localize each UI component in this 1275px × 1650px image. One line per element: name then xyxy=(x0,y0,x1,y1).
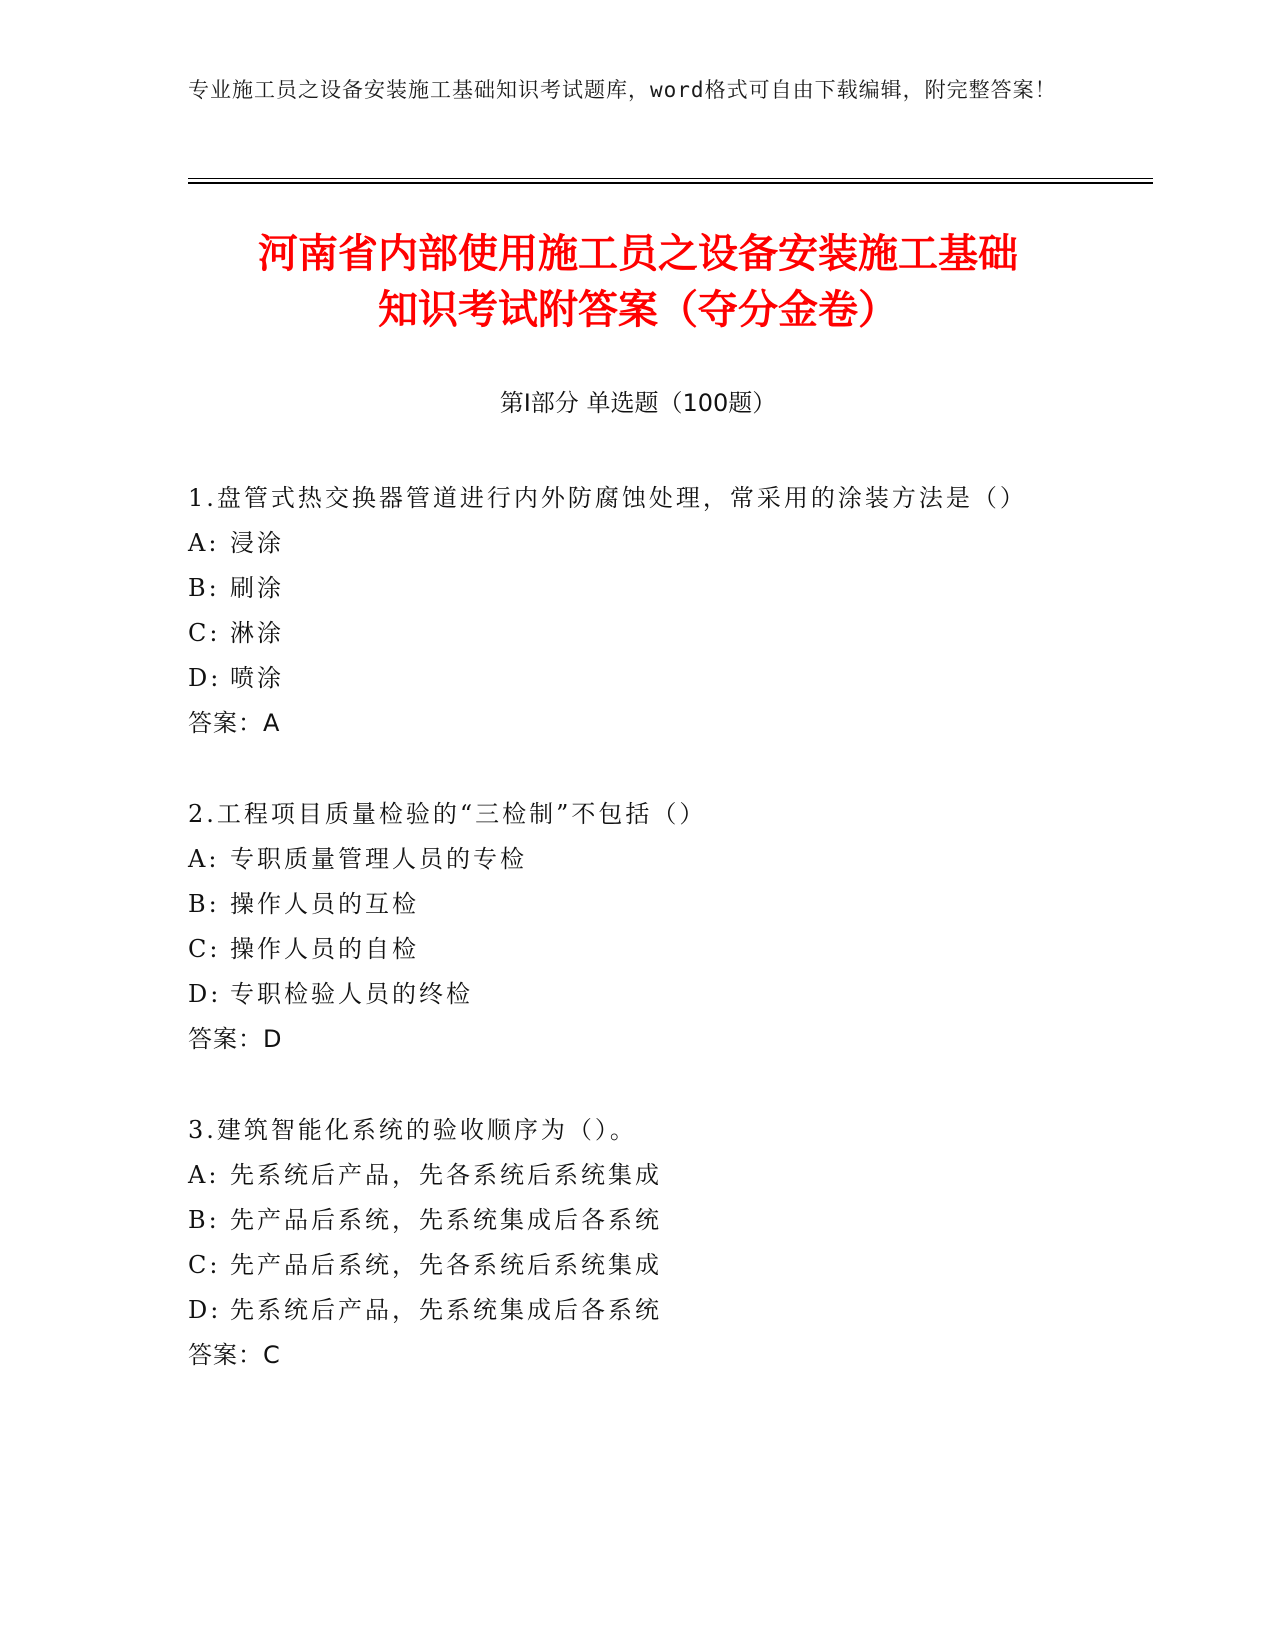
question-stem: 1.盘管式热交换器管道进行内外防腐蚀处理，常采用的涂装方法是（） xyxy=(188,484,1027,512)
option-letter: D: xyxy=(188,664,222,692)
option-letter: D: xyxy=(188,980,222,1008)
option-d xyxy=(188,1288,1068,1333)
option-letter: C: xyxy=(188,619,221,647)
option-letter: B: xyxy=(188,1206,220,1234)
option-letter: C: xyxy=(188,935,221,963)
answer-line: 答案：A xyxy=(188,709,281,737)
document-title-line-2: 知识考试附答案（夺分金卷） xyxy=(378,287,898,333)
question-3 xyxy=(188,1108,1068,1378)
option-letter: B: xyxy=(188,574,220,602)
option-c xyxy=(188,611,1068,656)
option-letter: A: xyxy=(188,529,220,557)
question-stem: 2.工程项目质量检验的“三检制”不包括（） xyxy=(188,800,707,828)
option-c xyxy=(188,1243,1068,1288)
header-divider-thin xyxy=(188,178,1153,179)
question-list xyxy=(188,476,1068,1424)
question-stem: 3.建筑智能化系统的验收顺序为（）。 xyxy=(188,1116,637,1144)
option-text: 操作人员的互检 xyxy=(230,890,419,918)
question-1 xyxy=(188,476,1068,746)
document-title xyxy=(188,226,1088,338)
option-letter: C: xyxy=(188,1251,221,1279)
header-divider-thick xyxy=(188,182,1153,184)
question-2 xyxy=(188,792,1068,1062)
option-text: 先产品后系统，先系统集成后各系统 xyxy=(230,1206,662,1234)
option-text: 专职质量管理人员的专检 xyxy=(230,845,527,873)
option-text: 喷涂 xyxy=(230,664,284,692)
option-letter: A: xyxy=(188,845,220,873)
option-text: 先系统后产品，先各系统后系统集成 xyxy=(230,1161,662,1189)
option-text: 先系统后产品，先系统集成后各系统 xyxy=(230,1296,662,1324)
option-d xyxy=(188,972,1068,1017)
document-title-line-1: 河南省内部使用施工员之设备安装施工基础 xyxy=(258,231,1018,277)
option-b xyxy=(188,882,1068,927)
option-letter: B: xyxy=(188,890,220,918)
option-letter: D: xyxy=(188,1296,222,1324)
option-letter: A: xyxy=(188,1161,220,1189)
option-text: 淋涂 xyxy=(230,619,284,647)
option-b xyxy=(188,1198,1068,1243)
option-text: 浸涂 xyxy=(230,529,284,557)
option-text: 专职检验人员的终检 xyxy=(230,980,473,1008)
header-note: 专业施工员之设备安装施工基础知识考试题库，word格式可自由下载编辑，附完整答案！ xyxy=(188,78,1057,102)
option-text: 先产品后系统，先各系统后系统集成 xyxy=(230,1251,662,1279)
answer-line: 答案：D xyxy=(188,1025,283,1053)
option-text: 刷涂 xyxy=(230,574,284,602)
option-d xyxy=(188,656,1068,701)
option-a xyxy=(188,837,1068,882)
option-a xyxy=(188,1153,1068,1198)
section-heading: 第Ⅰ部分 单选题（100题） xyxy=(499,389,777,417)
option-c xyxy=(188,927,1068,972)
option-b xyxy=(188,566,1068,611)
answer-line: 答案：C xyxy=(188,1341,281,1369)
option-a xyxy=(188,521,1068,566)
option-text: 操作人员的自检 xyxy=(230,935,419,963)
